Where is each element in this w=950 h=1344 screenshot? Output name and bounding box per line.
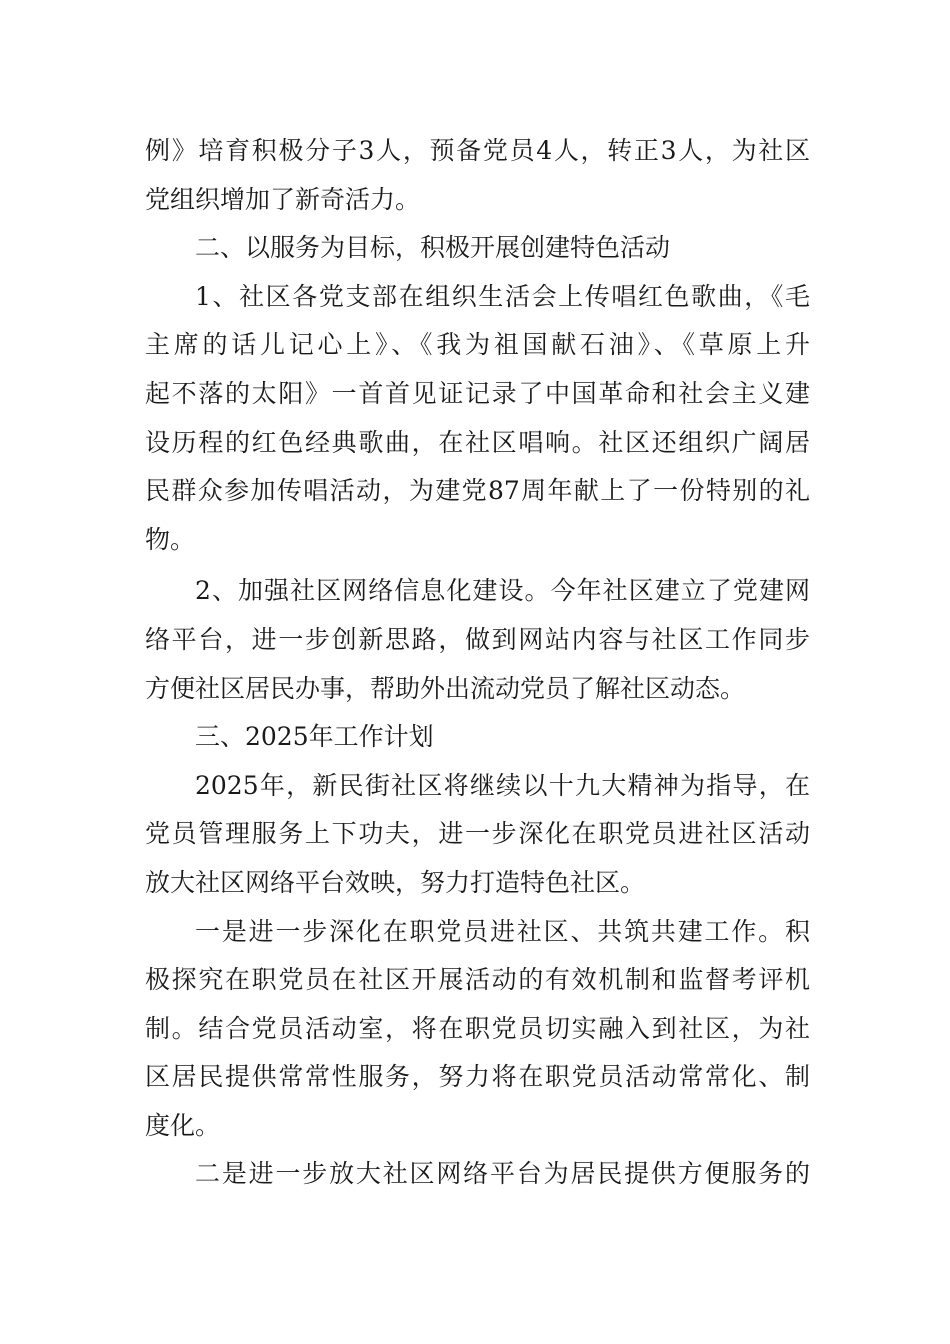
text-line: 2025年，新民街社区将继续以十九大精神为指导，在 [195,770,810,800]
section-heading: 二、以服务为目标，积极开展创建特色活动 [195,233,671,263]
text-line: 党员管理服务上下功夫，进一步深化在职党员进社区活动 [145,819,810,849]
text-line: 主席的话儿记心上》、《我为祖国献石油》、《草原上升 [145,330,810,360]
text-line: 起不落的太阳》一首首见证记录了中国革命和社会主义建 [145,378,810,408]
text-line: 放大社区网络平台效映，努力打造特色社区。 [145,867,646,897]
text-line: 1、社区各党支部在组织生活会上传唱红色歌曲，《毛 [195,281,810,311]
section-heading: 三、2025年工作计划 [195,722,434,752]
text-line: 2、加强社区网络信息化建设。今年社区建立了党建网 [195,576,810,606]
text-line: 一是进一步深化在职党员进社区、共筑共建工作。积 [195,916,810,946]
document-body [145,127,810,1199]
text-line: 区居民提供常常性服务，努力将在职党员活动常常化、制 [145,1062,810,1092]
text-line: 极探究在职党员在社区开展活动的有效机制和监督考评机 [145,965,810,995]
text-line: 络平台，进一步创新思路，做到网站内容与社区工作同步 [145,624,810,654]
text-line: 物。 [145,524,196,554]
text-line: 制。结合党员活动室，将在职党员切实融入到社区，为社 [145,1013,810,1043]
text-line: 民群众参加传唱活动，为建党87周年献上了一份特别的礼 [145,476,810,506]
text-line: 党组织增加了新奇活力。 [145,184,421,214]
text-line: 例》培育积极分子3人，预备党员4人，转正3人，为社区 [145,136,810,165]
text-line: 设历程的红色经典歌曲，在社区唱响。社区还组织广阔居 [145,427,810,457]
text-line: 二是进一步放大社区网络平台为居民提供方便服务的 [195,1159,810,1189]
text-line: 方便社区居民办事，帮助外出流动党员了解社区动态。 [145,673,746,703]
text-line: 度化。 [145,1110,221,1140]
